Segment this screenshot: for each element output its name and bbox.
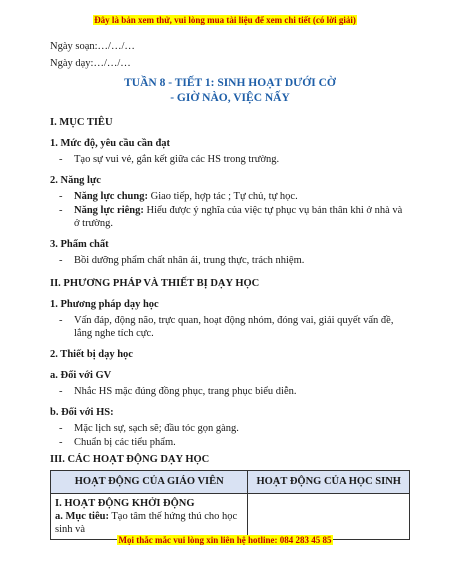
student-prep-list — [50, 422, 410, 449]
bottom-hotline-notice: Mọi thắc mắc vui lòng xin liên hệ hotline: 084 283 45 85 — [118, 535, 332, 545]
warmup-heading: I. HOẠT ĐỘNG KHỞI ĐỘNG — [55, 498, 195, 509]
section-activities-heading: III. CÁC HOẠT ĐỘNG DẠY HỌC — [50, 454, 210, 465]
list-item — [50, 204, 410, 230]
teacher-activity-header: HOẠT ĐỘNG CỦA GIÁO VIÊN — [51, 471, 248, 494]
teacher-prep-heading: a. Đối với GV — [50, 370, 112, 381]
list-item: - Mặc lịch sự, sạch sẽ; đầu tóc gọn gàng. — [50, 422, 410, 435]
student-activity-header: HOẠT ĐỘNG CỦA HỌC SINH — [248, 471, 410, 494]
goal-line — [55, 510, 243, 536]
date-prepared: Ngày soạn:…/…/… — [50, 41, 135, 52]
section-methods-heading: II. PHƯƠNG PHÁP VÀ THIẾT BỊ DẠY HỌC — [50, 278, 260, 289]
list-item: - Bồi dưỡng phẩm chất nhân ái, trung thực, trách nhiệm. — [50, 254, 410, 267]
activities-table — [50, 470, 410, 540]
qualities-list — [50, 254, 410, 267]
list-item: - Vấn đáp, động não, trực quan, hoạt động nhóm, đóng vai, giải quyết vấn đề, lắng nghe tích cực. — [50, 314, 410, 340]
lesson-title-line2: - GIỜ NÀO, VIỆC NẤY — [170, 92, 290, 104]
section-objectives-heading: I. MỤC TIÊU — [50, 117, 113, 128]
specific-competency-text: Hiểu được ý nghĩa của việc tự phục vụ bản thân khi ở nhà và ở trường. — [74, 205, 403, 229]
specific-competency-label: Năng lực riêng: — [74, 205, 144, 216]
student-prep-heading: b. Đối với HS: — [50, 407, 114, 418]
subsection-methods-heading: 1. Phương pháp dạy học — [50, 299, 159, 310]
methods-list — [50, 314, 410, 340]
list-item: - Chuẩn bị các tiểu phẩm. — [50, 436, 410, 449]
list-item: - Nhắc HS mặc đúng đồng phục, trang phục biểu diễn. — [50, 385, 410, 398]
list-item: - Tạo sự vui vẻ, gắn kết giữa các HS trong trường. — [50, 153, 410, 166]
date-taught: Ngày dạy:…/…/… — [50, 58, 131, 69]
general-competency-label: Năng lực chung: — [74, 191, 148, 202]
goal-text: Tạo tâm thế hứng thú cho học sinh và — [55, 511, 238, 535]
subsection-competency-heading: 2. Năng lực — [50, 175, 101, 186]
subsection-equipment-heading: 2. Thiết bị dạy học — [50, 349, 133, 360]
general-competency-text: Giao tiếp, hợp tác ; Tự chủ, tự học. — [147, 191, 298, 202]
lesson-title-line1: TUẦN 8 - TIẾT 1: SINH HOẠT DƯỚI CỜ — [124, 77, 336, 89]
top-preview-notice: Đây là bản xem thử, vui lòng mua tài liệu để xem chi tiết (có lời giải) — [94, 15, 356, 25]
list-item — [50, 190, 410, 203]
lesson-plan — [50, 40, 410, 540]
subsection-qualities-heading: 3. Phẩm chất — [50, 239, 109, 250]
teacher-activity-cell — [51, 494, 248, 540]
requirements-list — [50, 153, 410, 166]
competency-list — [50, 190, 410, 230]
student-activity-cell — [248, 494, 410, 540]
goal-label: a. Mục tiêu: — [55, 511, 109, 522]
teacher-prep-list — [50, 385, 410, 398]
subsection-requirements-heading: 1. Mức độ, yêu cầu cần đạt — [50, 138, 171, 149]
